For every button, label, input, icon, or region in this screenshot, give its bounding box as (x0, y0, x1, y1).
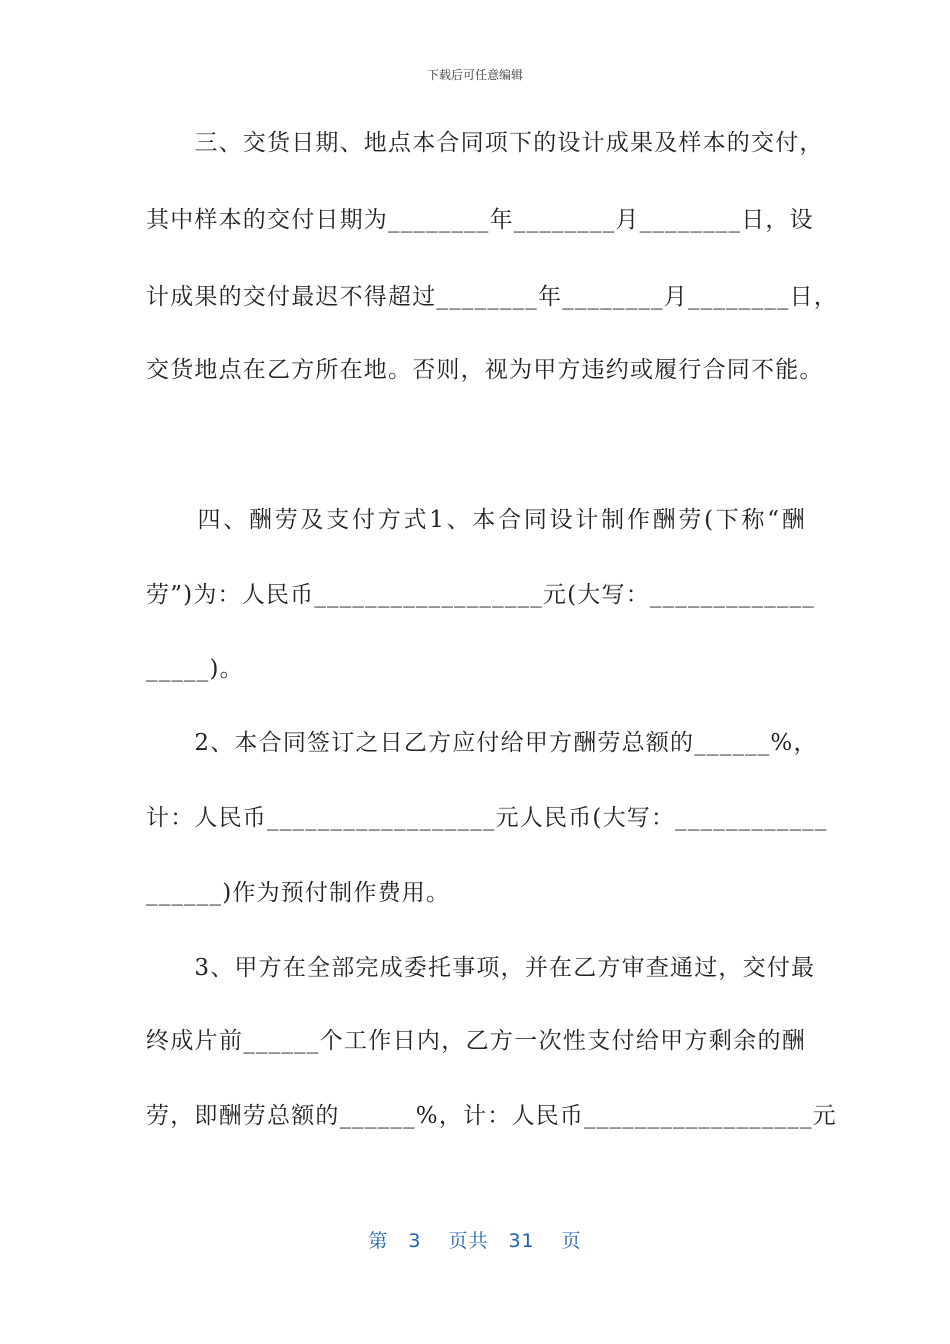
text-line: 2、本合同签订之日乙方应付给甲方酬劳总额的______%， (146, 730, 818, 756)
text-line: 其中样本的交付日期为________年________月________日，设 (146, 207, 814, 233)
text-line: _____)。 (146, 656, 244, 682)
text-line: ______)作为预付制作费用。 (146, 880, 451, 906)
text-line: 劳”)为：人民币__________________元(大写：_____________ (146, 582, 816, 608)
text-line: 终成片前______个工作日内，乙方一次性支付给甲方剩余的酬 (146, 1028, 806, 1054)
text-line: 计成果的交付最迟不得超过________年________月________日， (146, 284, 838, 310)
text-line: 交货地点在乙方所在地。否则，视为甲方违约或履行合同不能。 (146, 357, 824, 383)
text-line: 三、交货日期、地点本合同项下的设计成果及样本的交付， (146, 130, 824, 156)
text-line: 计：人民币__________________元人民币(大写：____________ (146, 805, 828, 831)
text-line: 3、甲方在全部完成委托事项，并在乙方审查通过，交付最 (146, 955, 816, 981)
header-note: 下载后可任意编辑 (426, 68, 523, 82)
page-number: 第 3 页共 31 页 (368, 1230, 582, 1252)
text-line: 劳，即酬劳总额的______%，计：人民币__________________元 (146, 1103, 837, 1129)
text-line: 四、酬劳及支付方式1、本合同设计制作酬劳(下称“酬 (146, 507, 806, 533)
